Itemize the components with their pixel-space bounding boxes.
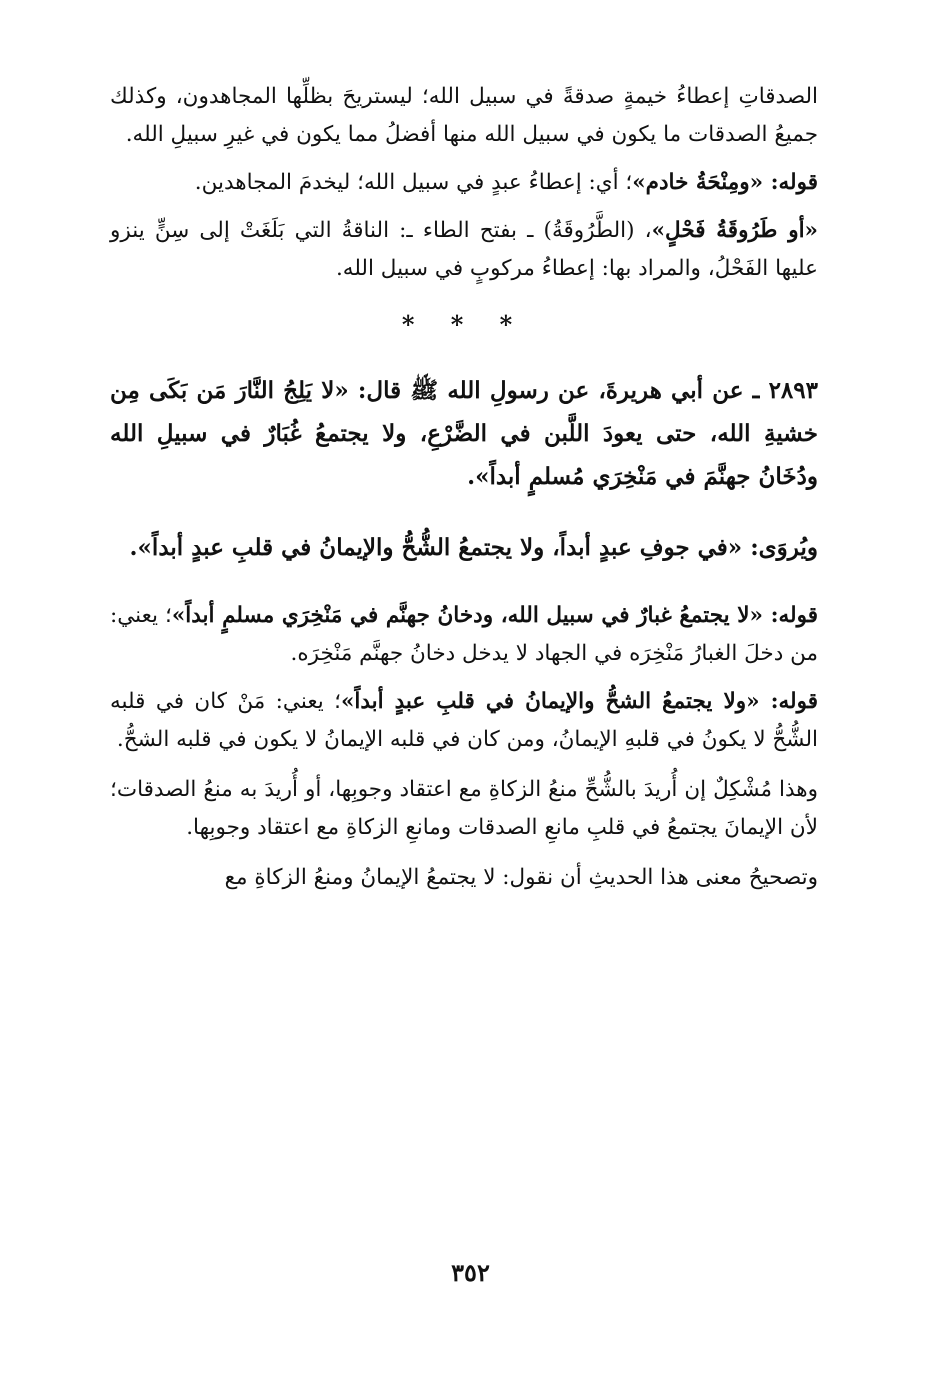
page-body — [110, 78, 818, 897]
paragraph-1: الصدقاتِ إعطاءُ خيمةٍ صدقةً في سبيل الله؛ ليستريحَ بظلِّها المجاهدون، وكذلك جميعُ الصدقات ما يكون في سبيل الله منها أفضلُ مما يكون في غيرِ سبيلِ الله. — [110, 84, 818, 147]
paragraph-2 — [110, 164, 818, 202]
page-number: ٣٥٢ — [451, 1258, 490, 1287]
section-separator: * * * — [401, 310, 527, 339]
paragraph-5-text: ؛ يعني: مَنْ كان في قلبه الشُّحُّ لا يكونُ في قلبهِ الإيمانُ، ومن كان في قلبه الإيمانُ لا يكون في قلبه الشحُّ. — [110, 689, 818, 752]
paragraph-3 — [110, 212, 818, 288]
paragraph-3-text: ، (الطَّرُوقَةُ) ـ بفتح الطاء ـ: الناقةُ التي بَلَغَتْ إلى سِنٍّ ينزو عليها الفَحْلُ، والمراد بها: إعطاءُ مركوبٍ في سبيل الله. — [110, 218, 818, 281]
paragraph-4-text: ؛ يعني: من دخلَ الغبارُ مَنْخِرَه في الجهاد لا يدخل دخانُ جهنَّم مَنْخِرَه. — [110, 603, 818, 666]
paragraph-4 — [110, 597, 818, 673]
hadith-variant: ويُروَى: «في جوفِ عبدٍ أبداً، ولا يجتمعُ الشُّحُّ والإيمانُ في قلبِ عبدٍ أبداً». — [129, 534, 818, 561]
hadith-2893: ٢٨٩٣ ـ عن أبي هريرةَ، عن رسولِ الله ﷺ قال: «لا يَلِجُ النَّارَ مَن بَكَى مِن خشيةِ الله، حتى يعودَ اللَّبن في الضَّرْعِ، ولا يجتمعُ غُبَارٌ في سبيلِ الله ودُخَانُ جهنَّمَ في مَنْخِرَي مُسلمٍ أبداً». — [110, 377, 818, 490]
paragraph-2-text: ؛ أي: إعطاءُ عبدٍ في سبيل الله؛ ليخدمَ المجاهدين. — [194, 170, 633, 195]
paragraph-5 — [110, 683, 818, 759]
paragraph-4-lead: قوله: «لا يجتمعُ غبارٌ في سبيل الله، ودخانُ جهنَّم في مَنْخِرَي مسلمٍ أبداً» — [171, 603, 818, 628]
paragraph-7: وتصحيحُ معنى هذا الحديثِ أن نقول: لا يجتمعُ الإيمانُ ومنعُ الزكاةِ مع — [224, 865, 818, 890]
paragraph-6: وهذا مُشْكِلٌ إن أُريدَ بالشُّحِّ منعُ الزكاةِ مع اعتقاد وجوبِها، أو أُريدَ به منعُ الصدقات؛ لأن الإيمانَ يجتمعُ في قلبِ مانعِ الصدقات ومانعِ الزكاةِ مع اعتقاد وجوبِها. — [110, 777, 818, 840]
paragraph-3-lead: «أو طَرُوقَةُ فَحْلٍ» — [651, 218, 818, 243]
paragraph-5-lead: قوله: «ولا يجتمعُ الشحُّ والإيمانُ في قلبِ عبدٍ أبداً» — [340, 689, 818, 714]
paragraph-2-lead: قوله: «ومِنْحَةُ خادم» — [632, 170, 818, 195]
